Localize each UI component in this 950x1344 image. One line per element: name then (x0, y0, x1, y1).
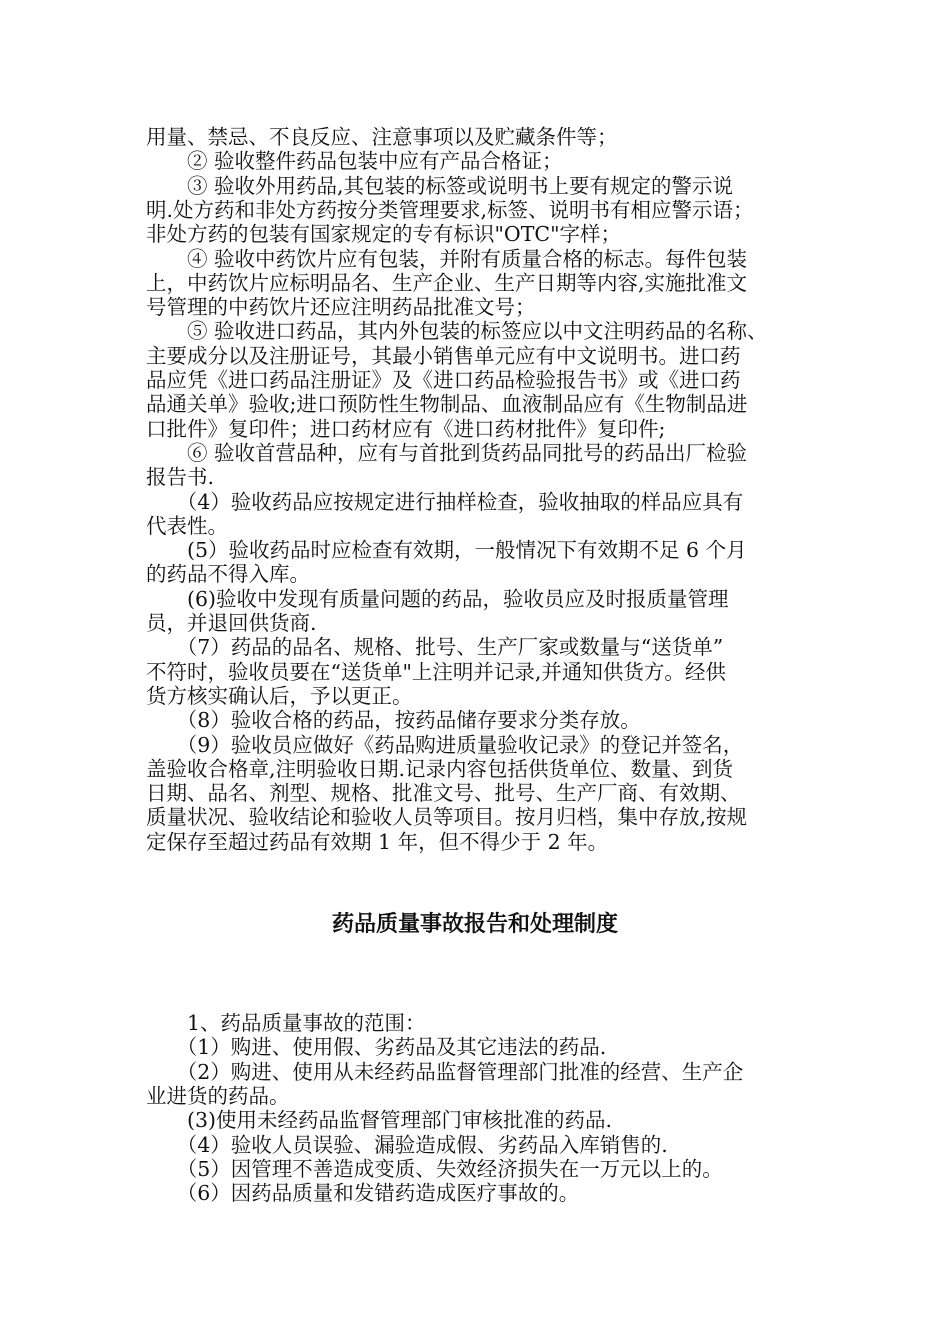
text-line: 质量状况、验收结论和验收人员等项目。按月归档，集中存放,按规 (146, 805, 748, 830)
text-line: （7）药品的品名、规格、批号、生产厂家或数量与“送货单” (146, 635, 724, 660)
text-line: 非处方药的包装有国家规定的专有标识"OTC"字样； (146, 222, 622, 247)
text-line: （8）验收合格的药品，按药品储存要求分类存放。 (146, 708, 641, 733)
text-line: （4）验收药品应按规定进行抽样检查，验收抽取的样品应具有 (146, 489, 744, 514)
text-line: （9）验收员应做好《药品购进质量验收记录》的登记并签名， (146, 732, 744, 757)
text-line: 主要成分以及注册证号，其最小销售单元应有中文说明书。进口药 (146, 343, 741, 368)
text-line: 报告书. (146, 465, 215, 490)
text-line: 货方核实确认后，予以更正。 (146, 683, 413, 708)
text-line: 口批件》复印件；进口药材应有《进口药材批件》复印件; (146, 416, 666, 441)
text-line: ⑤ 验收进口药品，其内外包装的标签应以中文注明药品的名称、 (146, 319, 768, 344)
text-line: 的药品不得入库。 (146, 562, 310, 587)
text-line: (3)使用未经药品监督管理部门审核批准的药品. (146, 1108, 613, 1133)
text-line: 盖验收合格章,注明验收日期.记录内容包括供货单位、数量、到货 (146, 756, 734, 781)
text-line: 号管理的中药饮片还应注明药品批准文号； (146, 295, 536, 320)
text-line: ② 验收整件药品包装中应有产品合格证； (146, 149, 563, 174)
text-line: (6)验收中发现有质量问题的药品，验收员应及时报质量管理 (146, 586, 729, 611)
text-line: 代表性。 (146, 513, 228, 538)
text-line: ④ 验收中药饮片应有包装，并附有质量合格的标志。每件包装 (146, 246, 748, 271)
text-line: 品应凭《进口药品注册证》及《进口药品检验报告书》或《进口药 (146, 368, 741, 392)
text-line: 员，并退回供货商. (146, 611, 317, 635)
text-line: (5）验收药品时应检查有效期，一般情况下有效期不足 6 个月 (146, 538, 747, 563)
text-line: 日期、品名、剂型、规格、批准文号、批号、生产厂商、有效期、 (146, 781, 741, 806)
text-line: 品通关单》验收;进口预防性生物制品、血液制品应有《生物制品进 (146, 392, 748, 417)
text-line: 明.处方药和非处方药按分类管理要求,标签、说明书有相应警示语； (146, 197, 754, 222)
text-line: （4）验收人员误验、漏验造成假、劣药品入库销售的. (146, 1132, 668, 1157)
text-line: （2）购进、使用从未经药品监督管理部门批准的经营、生产企 (146, 1059, 744, 1084)
text-line: 业进货的药品。 (146, 1083, 290, 1108)
text-line: （6）因药品质量和发错药造成医疗事故的。 (146, 1181, 580, 1206)
text-line: 定保存至超过药品有效期 1 年，但不得少于 2 年。 (146, 829, 609, 854)
text-line: 用量、禁忌、不良反应、注意事项以及贮藏条件等； (146, 125, 618, 149)
text-line: 不符时，验收员要在“送货单"上注明并记录,并通知供货方。经供 (146, 659, 726, 684)
text-line: ⑥ 验收首营品种，应有与首批到货药品同批号的药品出厂检验 (146, 440, 748, 465)
text-line: 上，中药饮片应标明品名、生产企业、生产日期等内容,实施批准文 (146, 270, 748, 295)
text-line: （1）购进、使用假、劣药品及其它违法的药品. (146, 1035, 607, 1060)
text-line: ③ 验收外用药品,其包装的标签或说明书上要有规定的警示说 (146, 173, 734, 198)
section-heading: 药品质量事故报告和处理制度 (331, 912, 618, 937)
text-line: （5）因管理不善造成变质、失效经济损失在一万元以上的。 (146, 1156, 723, 1181)
text-line: 1、药品质量事故的范围： (146, 1011, 426, 1035)
